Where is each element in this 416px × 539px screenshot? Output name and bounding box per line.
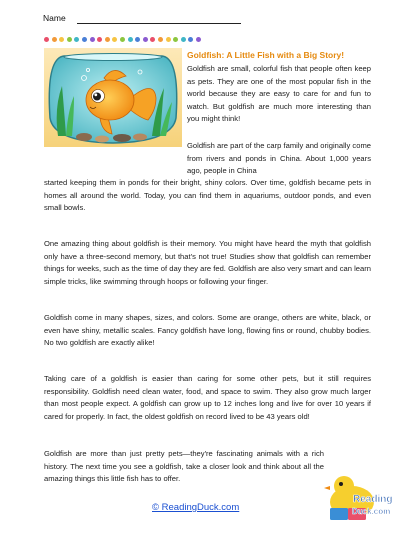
decorative-dot [135,37,140,42]
decorative-dot [143,37,148,42]
decorative-dot [105,37,110,42]
paragraph-intro: Goldfish are small, colorful fish that people often keep as pets. They are one of the most popular fish in the world because they are easy to care for and fun to watch. But goldfish are much more interesting than you might think! [187,64,371,124]
decorative-dot [196,37,201,42]
paragraph-varieties: Goldfish come in many shapes, sizes, and colors. Some are orange, others are white, black, or even have shiny, metallic scales. Fancy goldfish have long, flowing fins or round, chubby bodies. No two goldfish are exactly alike! [44,313,371,348]
decorative-dot [158,37,163,42]
decorative-dot [90,37,95,42]
decorative-dot [97,37,102,42]
decorative-dot [150,37,155,42]
decorative-dot [59,37,64,42]
decorative-dot [120,37,125,42]
decorative-dot [181,37,186,42]
decorative-dot [128,37,133,42]
decorative-dot [112,37,117,42]
decorative-dot-border [44,37,201,42]
paragraph-history-end: started keeping them in ponds for their bright, shiny colors. Over time, goldfish became pets in homes all around the world. Today, you can find them in aquariums, outdoor ponds, and even small bowls. [44,178,371,213]
reading-duck-logo [322,468,393,526]
paragraph-memory: One amazing thing about goldfish is their memory. You might have heard the myth that goldfish only have a three-second memory, but that's not true! Studies show that goldfish can remember things for weeks, such as the time of day they are fed. Goldfish are also very smart and can learn simple tricks, like swimming through hoops or following your finger. [44,239,371,286]
logo-text-duck: Duck.com [352,507,391,516]
paragraph-history-start: Goldfish are part of the carp family and originally come from rivers and ponds in China. About 1,000 years ago, people in China [187,141,371,176]
decorative-dot [74,37,79,42]
decorative-dot [82,37,87,42]
paragraph-conclusion: Goldfish are more than just pretty pets—they're fascinating animals with a rich history. The next time you see a goldfish, take a closer look and think about all the amazing things this little fish has to offer. [44,449,324,484]
name-input-line[interactable] [77,23,241,24]
article-title: Goldfish: A Little Fish with a Big Story! [187,50,345,60]
decorative-dot [52,37,57,42]
name-label: Name [43,13,66,23]
decorative-dot [173,37,178,42]
decorative-dot [166,37,171,42]
logo-text-reading: Reading [353,494,393,505]
goldfish-bowl-illustration [44,48,182,147]
decorative-dot [188,37,193,42]
decorative-dot [44,37,49,42]
paragraph-care: Taking care of a goldfish is easier than caring for some other pets, but it still requires responsibility. Goldfish need clean water, food, and space to swim. They also grow much larger than most people expect. A goldfish can grow up to 12 inches long and live for over 10 years if cared for properly. In fact, the oldest goldfish on record lived to be 43 years old! [44,374,371,421]
decorative-dot [67,37,72,42]
readingduck-link[interactable]: © ReadingDuck.com [152,502,240,513]
